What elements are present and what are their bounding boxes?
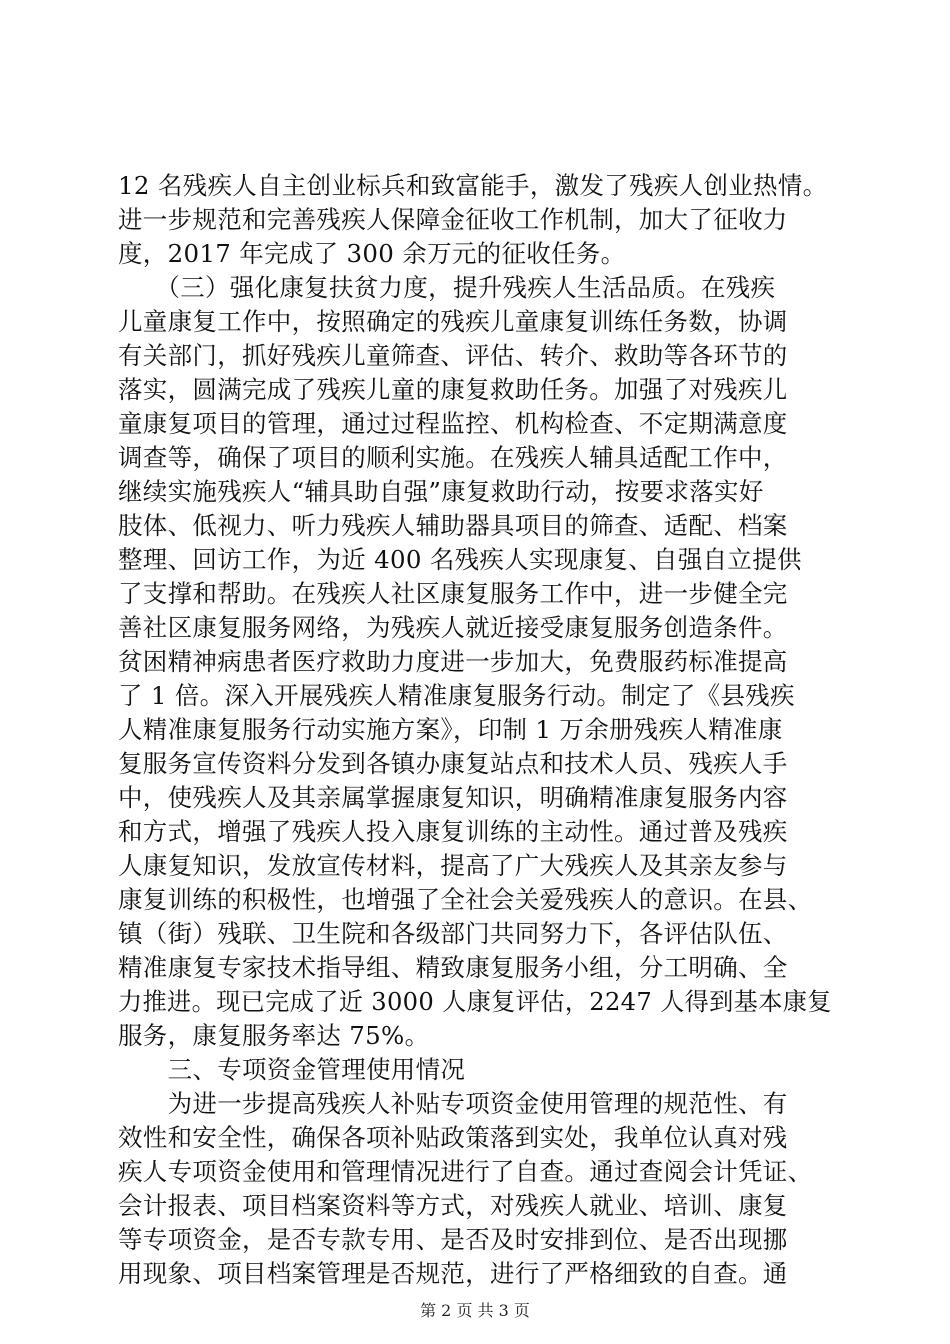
body-text-line: 继续实施残疾人“辅具助自强”康复救助行动，按要求落实好 xyxy=(118,477,764,506)
body-text-line: 落实，圆满完成了残疾儿童的康复救助任务。加强了对残疾儿 xyxy=(118,375,788,404)
body-text-line: 整理、回访工作，为近 400 名残疾人实现康复、自强自立提供 xyxy=(118,545,802,574)
body-text-line: 中，使残疾人及其亲属掌握康复知识，明确精准康复服务内容 xyxy=(118,783,788,812)
body-text-line: 度，2017 年完成了 300 余万元的征收任务。 xyxy=(118,239,626,268)
body-text-line: 效性和安全性，确保各项补贴政策落到实处，我单位认真对残 xyxy=(118,1123,788,1152)
body-text-line: 调查等，确保了项目的顺利实施。在残疾人辅具适配工作中， xyxy=(118,443,788,472)
body-text-line: 人精准康复服务行动实施方案》，印制 1 万余册残疾人精准康 xyxy=(118,715,783,744)
page-number-footer: 第 2 页 共 3 页 xyxy=(420,1301,530,1320)
body-text-line: 为进一步提高残疾人补贴专项资金使用管理的规范性、有 xyxy=(118,1089,788,1118)
body-text-line: 精准康复专家技术指导组、精致康复服务小组，分工明确、全 xyxy=(118,953,788,982)
body-text-line: （三）强化康复扶贫力度，提升残疾人生活品质。在残疾 xyxy=(118,273,776,302)
body-text-line: 用现象、项目档案管理是否规范，进行了严格细致的自查。通 xyxy=(118,1259,788,1288)
body-text-line: 肢体、低视力、听力残疾人辅助器具项目的筛查、适配、档案 xyxy=(118,511,788,540)
body-text-line: 人康复知识，发放宣传材料，提高了广大残疾人及其亲友参与 xyxy=(118,851,788,880)
section-heading: 三、专项资金管理使用情况 xyxy=(118,1055,466,1084)
body-text-line: 12 名残疾人自主创业标兵和致富能手，激发了残疾人创业热情。 xyxy=(118,171,828,200)
body-text-line: 童康复项目的管理，通过过程监控、机构检查、不定期满意度 xyxy=(118,409,788,438)
body-text-line: 服务，康复服务率达 75%。 xyxy=(118,1021,430,1050)
body-text-line: 复服务宣传资料分发到各镇办康复站点和技术人员、残疾人手 xyxy=(118,749,788,778)
body-text-line: 善社区康复服务网络，为残疾人就近接受康复服务创造条件。 xyxy=(118,613,788,642)
body-text-line: 疾人专项资金使用和管理情况进行了自查。通过查阅会计凭证、 xyxy=(118,1157,813,1186)
body-text-line: 镇（街）残联、卫生院和各级部门共同努力下，各评估队伍、 xyxy=(118,919,788,948)
body-text-line: 康复训练的积极性，也增强了全社会关爱残疾人的意识。在县、 xyxy=(118,885,813,914)
body-text-line: 了支撑和帮助。在残疾人社区康复服务工作中，进一步健全完 xyxy=(118,579,788,608)
body-text-line: 有关部门，抓好残疾儿童筛查、评估、转介、救助等各环节的 xyxy=(118,341,788,370)
body-text-line: 和方式，增强了残疾人投入康复训练的主动性。通过普及残疾 xyxy=(118,817,788,846)
body-text-line: 等专项资金，是否专款专用、是否及时安排到位、是否出现挪 xyxy=(118,1225,788,1254)
body-text-line: 力推进。现已完成了近 3000 人康复评估，2247 人得到基本康复 xyxy=(118,987,832,1016)
body-text-line: 会计报表、项目档案资料等方式，对残疾人就业、培训、康复 xyxy=(118,1191,788,1220)
body-text-line: 进一步规范和完善残疾人保障金征收工作机制，加大了征收力 xyxy=(118,205,788,234)
body-text-line: 贫困精神病患者医疗救助力度进一步加大，免费服药标准提高 xyxy=(118,647,788,676)
body-text-line: 儿童康复工作中，按照确定的残疾儿童康复训练任务数，协调 xyxy=(118,307,788,336)
body-text-line: 了 1 倍。深入开展残疾人精准康复服务行动。制定了《县残疾 xyxy=(118,681,795,710)
